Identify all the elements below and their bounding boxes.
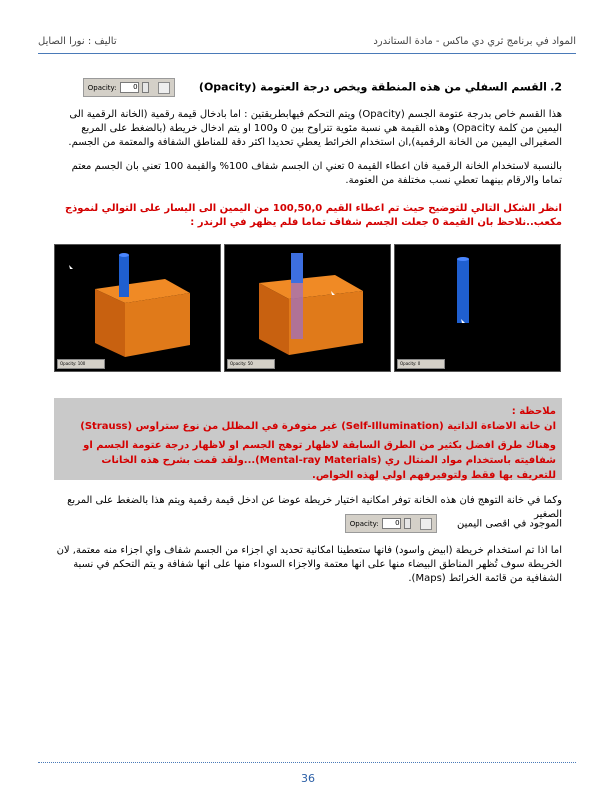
paragraph-4: اما اذا تم استخدام خريطة (ابيض واسود) فانها ستعطينا امكانية تحديد اي اجزاء من الجسم شفاف واي اجزاء منه معتمة, لان الخريطة سوف تُظهر المناطق البيضاء منها على انها معتمة والاجزاء السوداء منها على انها شفافة و يتم التحكم في نسبة الشفافية من قائمة الخرائط (Maps). <box>56 545 562 584</box>
viewport-opacity-50 <box>224 244 391 372</box>
paragraph-red-example: انظر الشكل التالي للتوضيح حيث تم اعطاء القيم 100,50,0 من اليمين الى اليسار على التوالي لنموذج مكعب..نلاحظ بان القيمة 0 جعلت الجسم شفاف تماما فلم يظهر في الرندر : <box>64 203 562 228</box>
render-image <box>395 245 561 371</box>
opacity-map-button[interactable] <box>420 518 432 530</box>
note-line-1: ان خانة الاضاءة الذاتية (Self-Illumination) غير متوفرة في المظلل من نوع ستراوس (Strauss) <box>80 421 556 432</box>
header-author: تاليف : نورا الصايل <box>38 36 117 47</box>
opacity-widget <box>83 78 175 97</box>
cursor-icon <box>69 265 73 269</box>
cylinder-top <box>291 253 303 283</box>
cylinder <box>119 255 129 297</box>
header-title: المواد في برنامج ثري دي ماكس - مادة الستاندرد <box>373 36 576 47</box>
cube-front <box>125 293 190 357</box>
opacity-map-button[interactable] <box>158 82 170 94</box>
render-image <box>225 245 391 371</box>
page-header <box>38 36 576 52</box>
opacity-spinner[interactable] <box>142 82 149 93</box>
note-line-2: وهناك طرق افضل بكثير من الطرق السابقة لاظهار توهج الجسم او لاظهار درجة عتومة الجسم او شفافيته باستخدام مواد المنتال ري (Mental-ray Materials)...ولقد قمت بشرح هذه الخانات للتعريف بها فقط ولتوفيرفهم اولي لهذه الخواص. <box>83 440 556 481</box>
opacity-label: Opacity: <box>87 83 117 92</box>
opacity-spinner[interactable] <box>404 518 411 529</box>
opacity-value-field[interactable]: 0 <box>120 82 139 93</box>
page-number: 36 <box>301 772 315 785</box>
section-heading <box>54 78 562 97</box>
cylinder <box>457 259 469 323</box>
paragraph-2: بالنسبة لاستخدام الخانة الرقمية فان اعطاء القيمة 0 تعني ان الجسم شفاف 100% والقيمة 100 تعني بان الجسم معتم تماما والارقام بينهما تعطي نسب مختلفة من العتومة. <box>71 161 562 186</box>
render-comparison <box>54 244 561 372</box>
render-image <box>55 245 221 371</box>
note-title: ملاحظة : <box>511 406 556 417</box>
opacity-widget-inline <box>345 514 437 533</box>
section-number: 2. <box>550 80 562 94</box>
viewport-caption: Opacity: 0 <box>397 359 445 369</box>
viewport-opacity-100 <box>54 244 221 372</box>
paragraph-3a: وكما في خانة التوهج فان هذه الخانة توفر امكانية اختيار خريطة عوضا عن ادخل قيمة رقمية ويتم هذا بالضغط على المربع الصغير <box>67 495 562 520</box>
opacity-value-field[interactable]: 0 <box>382 518 401 529</box>
paragraph-3b-row <box>54 514 562 533</box>
paragraph-3b: الموجود في اقصى اليمين <box>456 518 562 530</box>
header-divider <box>38 53 576 54</box>
viewport-opacity-0 <box>394 244 561 372</box>
opacity-label: Opacity: <box>349 519 379 528</box>
viewport-caption: Opacity: 50 <box>227 359 275 369</box>
footer-divider <box>38 762 576 763</box>
note-box <box>54 398 562 480</box>
paragraph-1: هذا القسم خاص بدرجة عتومة الجسم (Opacity) ويتم التحكم فيهابطريقتين : اما بادخال قيمة رقمية (الخانة الرقمية الى اليمين من كلمة Opacity) وهذه القيمة هي نسبة مئوية تتراوح بين 0 و100 او يتم ادخال خريطة (بالضغط على المربع الصغيرالى اليمين من الخانة الرقمية),ان استخدام الخرائط يعطي تحديدا اكثر دقة للمناطق الشفافة والمعتمة من الجسم. <box>68 109 562 148</box>
viewport-caption: Opacity: 100 <box>57 359 105 369</box>
section-title: القسم السفلي من هذه المنطقة ويخص درجة العتومة (Opacity) <box>198 80 547 94</box>
